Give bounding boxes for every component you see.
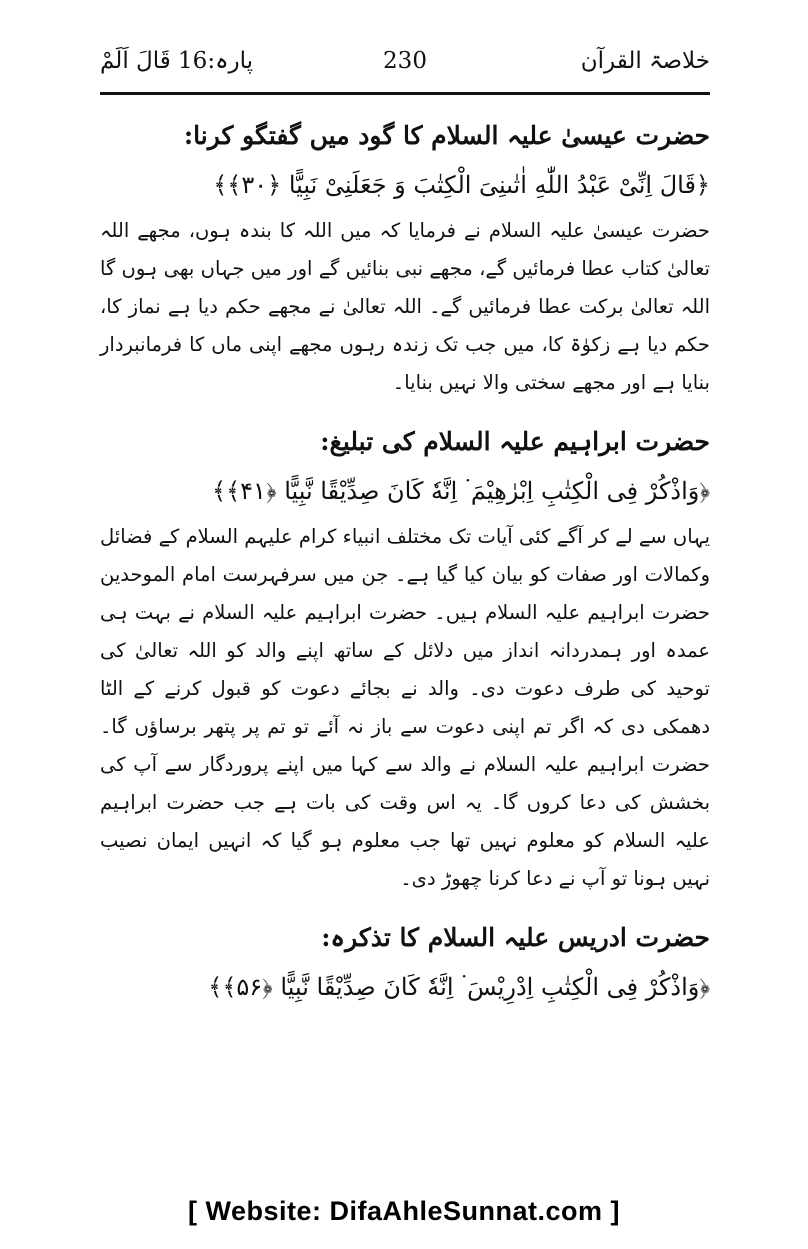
- ayah: ﴿وَاذْكُرْ فِی الْكِتٰبِ اِبْرٰهِیْمَ ۬ اِنَّهٗ كَانَ صِدِّیْقًا نَّبِیًّا ﴿۴۱﴾﴾: [212, 477, 710, 505]
- website-footer: [ Website: DifaAhleSunnat.com ]: [187, 1196, 621, 1226]
- section-heading: حضرت ادریس علیہ السلام کا تذکرہ:: [321, 923, 710, 952]
- section-heading: حضرت ابراہیم علیہ السلام کی تبلیغ:: [320, 427, 710, 456]
- paragraph: یہاں سے لے کر آگے کئی آیات تک مختلف انبیاء کرام علیہم السلام کے فضائل وکمالات اور صفات کو بیان کیا گیا ہے۔ جن میں سرفہرست امام الموحدین حضرت ابراہیم علیہ السلام ہیں۔ حضرت ابراہیم علیہ السلام نے بہت ہی عمدہ اور ہمدردانہ انداز میں دلائل کے ساتھ اپنے والد کو اللہ تعالیٰ کی توحید کی طرف دعوت دی۔ والد نے بجائے دعوت کو قبول کرنے کے الٹا دھمکی دی کہ اگر تم اپنی دعوت سے باز نہ آئے تو تم پر پتھر برساؤں گا۔ حضرت ابراہیم علیہ السلام نے والد سے کہا میں اپنے پروردگار سے آپ کی بخشش کی دعا کروں گا۔ یہ اس وقت کی بات ہے جب حضرت ابراہیم علیہ السلام کو معلوم نہیں تھا جب معلوم ہو گیا کہ انہیں ایمان نصیب نہیں ہونا تو آپ نے دعا کرنا چھوڑ دی۔: [100, 525, 711, 890]
- ayah: ﴿قَالَ اِنِّیْ عَبْدُ اللّٰهِ اٰتٰىنِیَ الْكِتٰبَ وَ جَعَلَنِیْ نَبِیًّا ﴿۳۰﴾﴾: [213, 171, 710, 199]
- section-heading: حضرت عیسیٰ علیہ السلام کا گود میں گفتگو کرنا:: [183, 121, 710, 150]
- para-label: پارہ:16 قَالَ اَلَمْ: [100, 48, 254, 74]
- page-content: [100, 104, 710, 1014]
- ayah: ﴿وَاذْكُرْ فِی الْكِتٰبِ اِدْرِیْسَ ۬ اِنَّهٗ كَانَ صِدِّیْقًا نَّبِیًّا ﴿۵۶﴾﴾: [208, 973, 710, 1001]
- header-divider: [100, 92, 710, 95]
- paragraph: حضرت عیسیٰ علیہ السلام نے فرمایا کہ میں اللہ کا بندہ ہوں، مجھے اللہ تعالیٰ کتاب عطا فرمائیں گے، مجھے نبی بنائیں گے اور میں جہاں بھی ہوں گا اللہ تعالیٰ برکت عطا فرمائیں گے۔ اللہ تعالیٰ نے مجھے حکم دیا ہے نماز کا، حکم دیا ہے زکوٰۃ کا، میں جب تک زندہ رہوں مجھے اپنی ماں کا فرمانبردار بنایا ہے اور مجھے سختی والا نہیں بنایا۔: [100, 219, 710, 394]
- page-header: [100, 48, 710, 88]
- page-number: 230: [383, 48, 427, 74]
- book-title: خلاصۃ القرآن: [580, 48, 710, 74]
